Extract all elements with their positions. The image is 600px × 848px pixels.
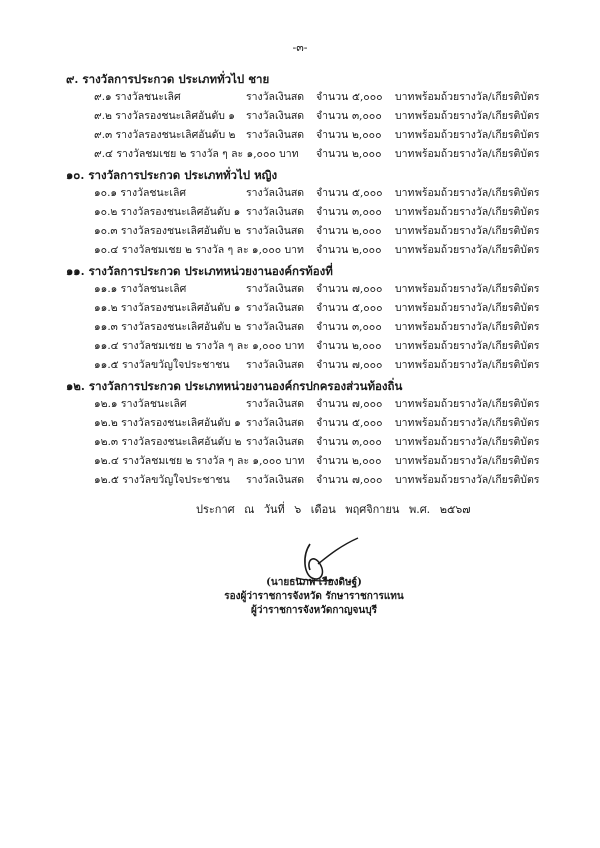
award-name: ๑๒.๔ รางวัลชมเชย ๒ รางวัล ๆ ละ ๑,๐๐๐ บาท bbox=[94, 455, 305, 467]
award-type: รางวัลเงินสด bbox=[246, 206, 305, 218]
month-value: พฤศจิกายน bbox=[345, 503, 400, 516]
award-name: ๑๑.๓ รางวัลรองชนะเลิศอันดับ ๒ bbox=[94, 321, 242, 333]
award-prize: พร้อมถ้วยรางวัล/เกียรติบัตร bbox=[415, 302, 540, 314]
amount-label: จำนวน bbox=[316, 283, 349, 295]
award-type: รางวัลเงินสด bbox=[246, 359, 305, 371]
amount-unit: บาท bbox=[395, 225, 415, 237]
day-value: ๖ bbox=[294, 503, 302, 516]
award-name: ๑๐.๔ รางวัลชมเชย ๒ รางวัล ๆ ละ ๑,๐๐๐ บาท bbox=[94, 244, 304, 256]
page-number: -๓- bbox=[292, 41, 308, 54]
award-amount: ๒,๐๐๐ bbox=[352, 340, 382, 352]
amount-label: จำนวน bbox=[316, 455, 349, 467]
amount-unit: บาท bbox=[395, 340, 415, 352]
award-type: รางวัลเงินสด bbox=[246, 417, 305, 429]
signatory-block bbox=[224, 576, 404, 618]
award-name: ๑๒.๓ รางวัลรองชนะเลิศอันดับ ๒ bbox=[94, 436, 242, 448]
award-type: รางวัลเงินสด bbox=[246, 129, 305, 141]
award-row bbox=[66, 337, 556, 356]
section-title: ๑๐. รางวัลการประกวด ประเภททั่วไป หญิง bbox=[66, 168, 278, 182]
award-prize: พร้อมถ้วยรางวัล/เกียรติบัตร bbox=[415, 129, 540, 141]
award-amount: ๓,๐๐๐ bbox=[352, 206, 382, 218]
award-row bbox=[66, 433, 556, 452]
award-amount: ๗,๐๐๐ bbox=[352, 283, 383, 295]
award-prize: พร้อมถ้วยรางวัล/เกียรติบัตร bbox=[415, 91, 540, 103]
award-prize: พร้อมถ้วยรางวัล/เกียรติบัตร bbox=[415, 244, 540, 256]
award-amount: ๕,๐๐๐ bbox=[352, 187, 383, 199]
award-amount: ๒,๐๐๐ bbox=[352, 244, 382, 256]
award-prize: พร้อมถ้วยรางวัล/เกียรติบัตร bbox=[415, 148, 540, 160]
award-amount: ๕,๐๐๐ bbox=[352, 91, 383, 103]
amount-unit: บาท bbox=[395, 148, 415, 160]
award-prize: พร้อมถ้วยรางวัล/เกียรติบัตร bbox=[415, 455, 540, 467]
award-prize: พร้อมถ้วยรางวัล/เกียรติบัตร bbox=[415, 340, 540, 352]
award-name: ๑๑.๕ รางวัลขวัญใจประชาชน bbox=[94, 359, 230, 371]
award-row bbox=[66, 452, 556, 471]
day-label: วันที่ bbox=[263, 503, 285, 516]
amount-unit: บาท bbox=[395, 302, 415, 314]
award-prize: พร้อมถ้วยรางวัล/เกียรติบัตร bbox=[415, 321, 540, 333]
section-title: ๑๑. รางวัลการประกวด ประเภทหน่วยงานองค์กรท้องที่ bbox=[66, 264, 333, 278]
amount-label: จำนวน bbox=[316, 417, 349, 429]
signatory-position-2: ผู้ว่าราชการจังหวัดกาญจนบุรี bbox=[251, 605, 377, 616]
award-section-10 bbox=[66, 166, 556, 260]
award-row bbox=[66, 88, 556, 107]
award-amount: ๗,๐๐๐ bbox=[352, 359, 383, 371]
award-row bbox=[66, 145, 556, 164]
amount-label: จำนวน bbox=[316, 129, 349, 141]
award-name: ๑๒.๑ รางวัลชนะเลิศ bbox=[94, 398, 187, 410]
award-row bbox=[66, 107, 556, 126]
award-row bbox=[66, 203, 556, 222]
award-amount: ๒,๐๐๐ bbox=[352, 129, 382, 141]
amount-label: จำนวน bbox=[316, 91, 349, 103]
award-type: รางวัลเงินสด bbox=[246, 91, 305, 103]
award-type: รางวัลเงินสด bbox=[246, 474, 305, 486]
award-prize: พร้อมถ้วยรางวัล/เกียรติบัตร bbox=[415, 206, 540, 218]
award-name: ๑๑.๔ รางวัลชมเชย ๒ รางวัล ๆ ละ ๑,๐๐๐ บาท bbox=[94, 340, 305, 352]
award-row bbox=[66, 318, 556, 337]
award-type: รางวัลเงินสด bbox=[246, 398, 305, 410]
announcement-date bbox=[196, 500, 477, 518]
award-row bbox=[66, 280, 556, 299]
amount-unit: บาท bbox=[395, 436, 415, 448]
award-name: ๑๑.๑ รางวัลชนะเลิศ bbox=[94, 283, 187, 295]
amount-label: จำนวน bbox=[316, 398, 349, 410]
award-name: ๑๒.๒ รางวัลรองชนะเลิศอันดับ ๑ bbox=[94, 417, 241, 429]
award-prize: พร้อมถ้วยรางวัล/เกียรติบัตร bbox=[415, 225, 540, 237]
section-title: ๑๒. รางวัลการประกวด ประเภทหน่วยงานองค์กรปกครองส่วนท้องถิ่น bbox=[66, 379, 403, 393]
announce-at: ณ bbox=[244, 503, 255, 516]
award-prize: พร้อมถ้วยรางวัล/เกียรติบัตร bbox=[415, 187, 540, 199]
award-type: รางวัลเงินสด bbox=[246, 110, 305, 122]
era-label: พ.ศ. bbox=[408, 503, 431, 516]
amount-unit: บาท bbox=[395, 91, 415, 103]
amount-unit: บาท bbox=[395, 110, 415, 122]
award-amount: ๓,๐๐๐ bbox=[352, 321, 382, 333]
award-section-11 bbox=[66, 262, 556, 375]
amount-label: จำนวน bbox=[316, 321, 349, 333]
section-title: ๙. รางวัลการประกวด ประเภททั่วไป ชาย bbox=[66, 72, 270, 86]
award-type: รางวัลเงินสด bbox=[246, 225, 305, 237]
announce-prefix: ประกาศ bbox=[196, 503, 235, 516]
amount-unit: บาท bbox=[395, 129, 415, 141]
award-prize: พร้อมถ้วยรางวัล/เกียรติบัตร bbox=[415, 436, 540, 448]
amount-label: จำนวน bbox=[316, 187, 349, 199]
award-amount: ๓,๐๐๐ bbox=[352, 436, 382, 448]
award-name: ๑๐.๒ รางวัลรองชนะเลิศอันดับ ๑ bbox=[94, 206, 241, 218]
amount-unit: บาท bbox=[395, 187, 415, 199]
amount-label: จำนวน bbox=[316, 436, 349, 448]
award-row bbox=[66, 414, 556, 433]
award-prize: พร้อมถ้วยรางวัล/เกียรติบัตร bbox=[415, 359, 540, 371]
award-name: ๑๑.๒ รางวัลรองชนะเลิศอันดับ ๑ bbox=[94, 302, 241, 314]
award-prize: พร้อมถ้วยรางวัล/เกียรติบัตร bbox=[415, 283, 540, 295]
award-row bbox=[66, 356, 556, 375]
award-row bbox=[66, 471, 556, 490]
award-prize: พร้อมถ้วยรางวัล/เกียรติบัตร bbox=[415, 474, 540, 486]
award-name: ๙.๔ รางวัลชมเชย ๒ รางวัล ๆ ละ ๑,๐๐๐ บาท bbox=[94, 148, 299, 160]
amount-label: จำนวน bbox=[316, 110, 349, 122]
amount-unit: บาท bbox=[395, 474, 415, 486]
award-row bbox=[66, 241, 556, 260]
amount-label: จำนวน bbox=[316, 302, 349, 314]
award-amount: ๕,๐๐๐ bbox=[352, 302, 383, 314]
award-row bbox=[66, 395, 556, 414]
award-name: ๙.๑ รางวัลชนะเลิศ bbox=[94, 91, 181, 103]
award-amount: ๒,๐๐๐ bbox=[352, 148, 382, 160]
amount-unit: บาท bbox=[395, 206, 415, 218]
award-prize: พร้อมถ้วยรางวัล/เกียรติบัตร bbox=[415, 110, 540, 122]
award-type: รางวัลเงินสด bbox=[246, 302, 305, 314]
month-label: เดือน bbox=[310, 503, 336, 516]
award-row bbox=[66, 126, 556, 145]
award-name: ๙.๒ รางวัลรองชนะเลิศอันดับ ๑ bbox=[94, 110, 235, 122]
amount-unit: บาท bbox=[395, 398, 415, 410]
award-prize: พร้อมถ้วยรางวัล/เกียรติบัตร bbox=[415, 398, 540, 410]
amount-label: จำนวน bbox=[316, 225, 349, 237]
amount-unit: บาท bbox=[395, 455, 415, 467]
signatory-name: (นายธนภพ เรืองดิษฐ์) bbox=[266, 577, 362, 588]
award-section-9 bbox=[66, 70, 556, 164]
award-amount: ๗,๐๐๐ bbox=[352, 474, 383, 486]
award-amount: ๓,๐๐๐ bbox=[352, 110, 382, 122]
award-type: รางวัลเงินสด bbox=[246, 283, 305, 295]
award-name: ๙.๓ รางวัลรองชนะเลิศอันดับ ๒ bbox=[94, 129, 236, 141]
award-amount: ๒,๐๐๐ bbox=[352, 455, 382, 467]
award-section-12 bbox=[66, 377, 556, 490]
year-value: ๒๕๖๗ bbox=[439, 503, 471, 516]
amount-label: จำนวน bbox=[316, 206, 349, 218]
amount-unit: บาท bbox=[395, 417, 415, 429]
amount-label: จำนวน bbox=[316, 244, 349, 256]
award-type: รางวัลเงินสด bbox=[246, 187, 305, 199]
amount-unit: บาท bbox=[395, 244, 415, 256]
amount-label: จำนวน bbox=[316, 359, 349, 371]
award-name: ๑๒.๕ รางวัลขวัญใจประชาชน bbox=[94, 474, 230, 486]
signatory-position-1: รองผู้ว่าราชการจังหวัด รักษาราชการแทน bbox=[224, 591, 404, 602]
amount-label: จำนวน bbox=[316, 474, 349, 486]
amount-unit: บาท bbox=[395, 359, 415, 371]
award-amount: ๗,๐๐๐ bbox=[352, 398, 383, 410]
award-name: ๑๐.๑ รางวัลชนะเลิศ bbox=[94, 187, 187, 199]
award-prize: พร้อมถ้วยรางวัล/เกียรติบัตร bbox=[415, 417, 540, 429]
amount-unit: บาท bbox=[395, 321, 415, 333]
amount-label: จำนวน bbox=[316, 340, 349, 352]
award-type: รางวัลเงินสด bbox=[246, 436, 305, 448]
award-row bbox=[66, 299, 556, 318]
amount-unit: บาท bbox=[395, 283, 415, 295]
award-type: รางวัลเงินสด bbox=[246, 321, 305, 333]
amount-label: จำนวน bbox=[316, 148, 349, 160]
award-row bbox=[66, 184, 556, 203]
award-amount: ๒,๐๐๐ bbox=[352, 225, 382, 237]
award-row bbox=[66, 222, 556, 241]
award-amount: ๕,๐๐๐ bbox=[352, 417, 383, 429]
award-name: ๑๐.๓ รางวัลรองชนะเลิศอันดับ ๒ bbox=[94, 225, 241, 237]
